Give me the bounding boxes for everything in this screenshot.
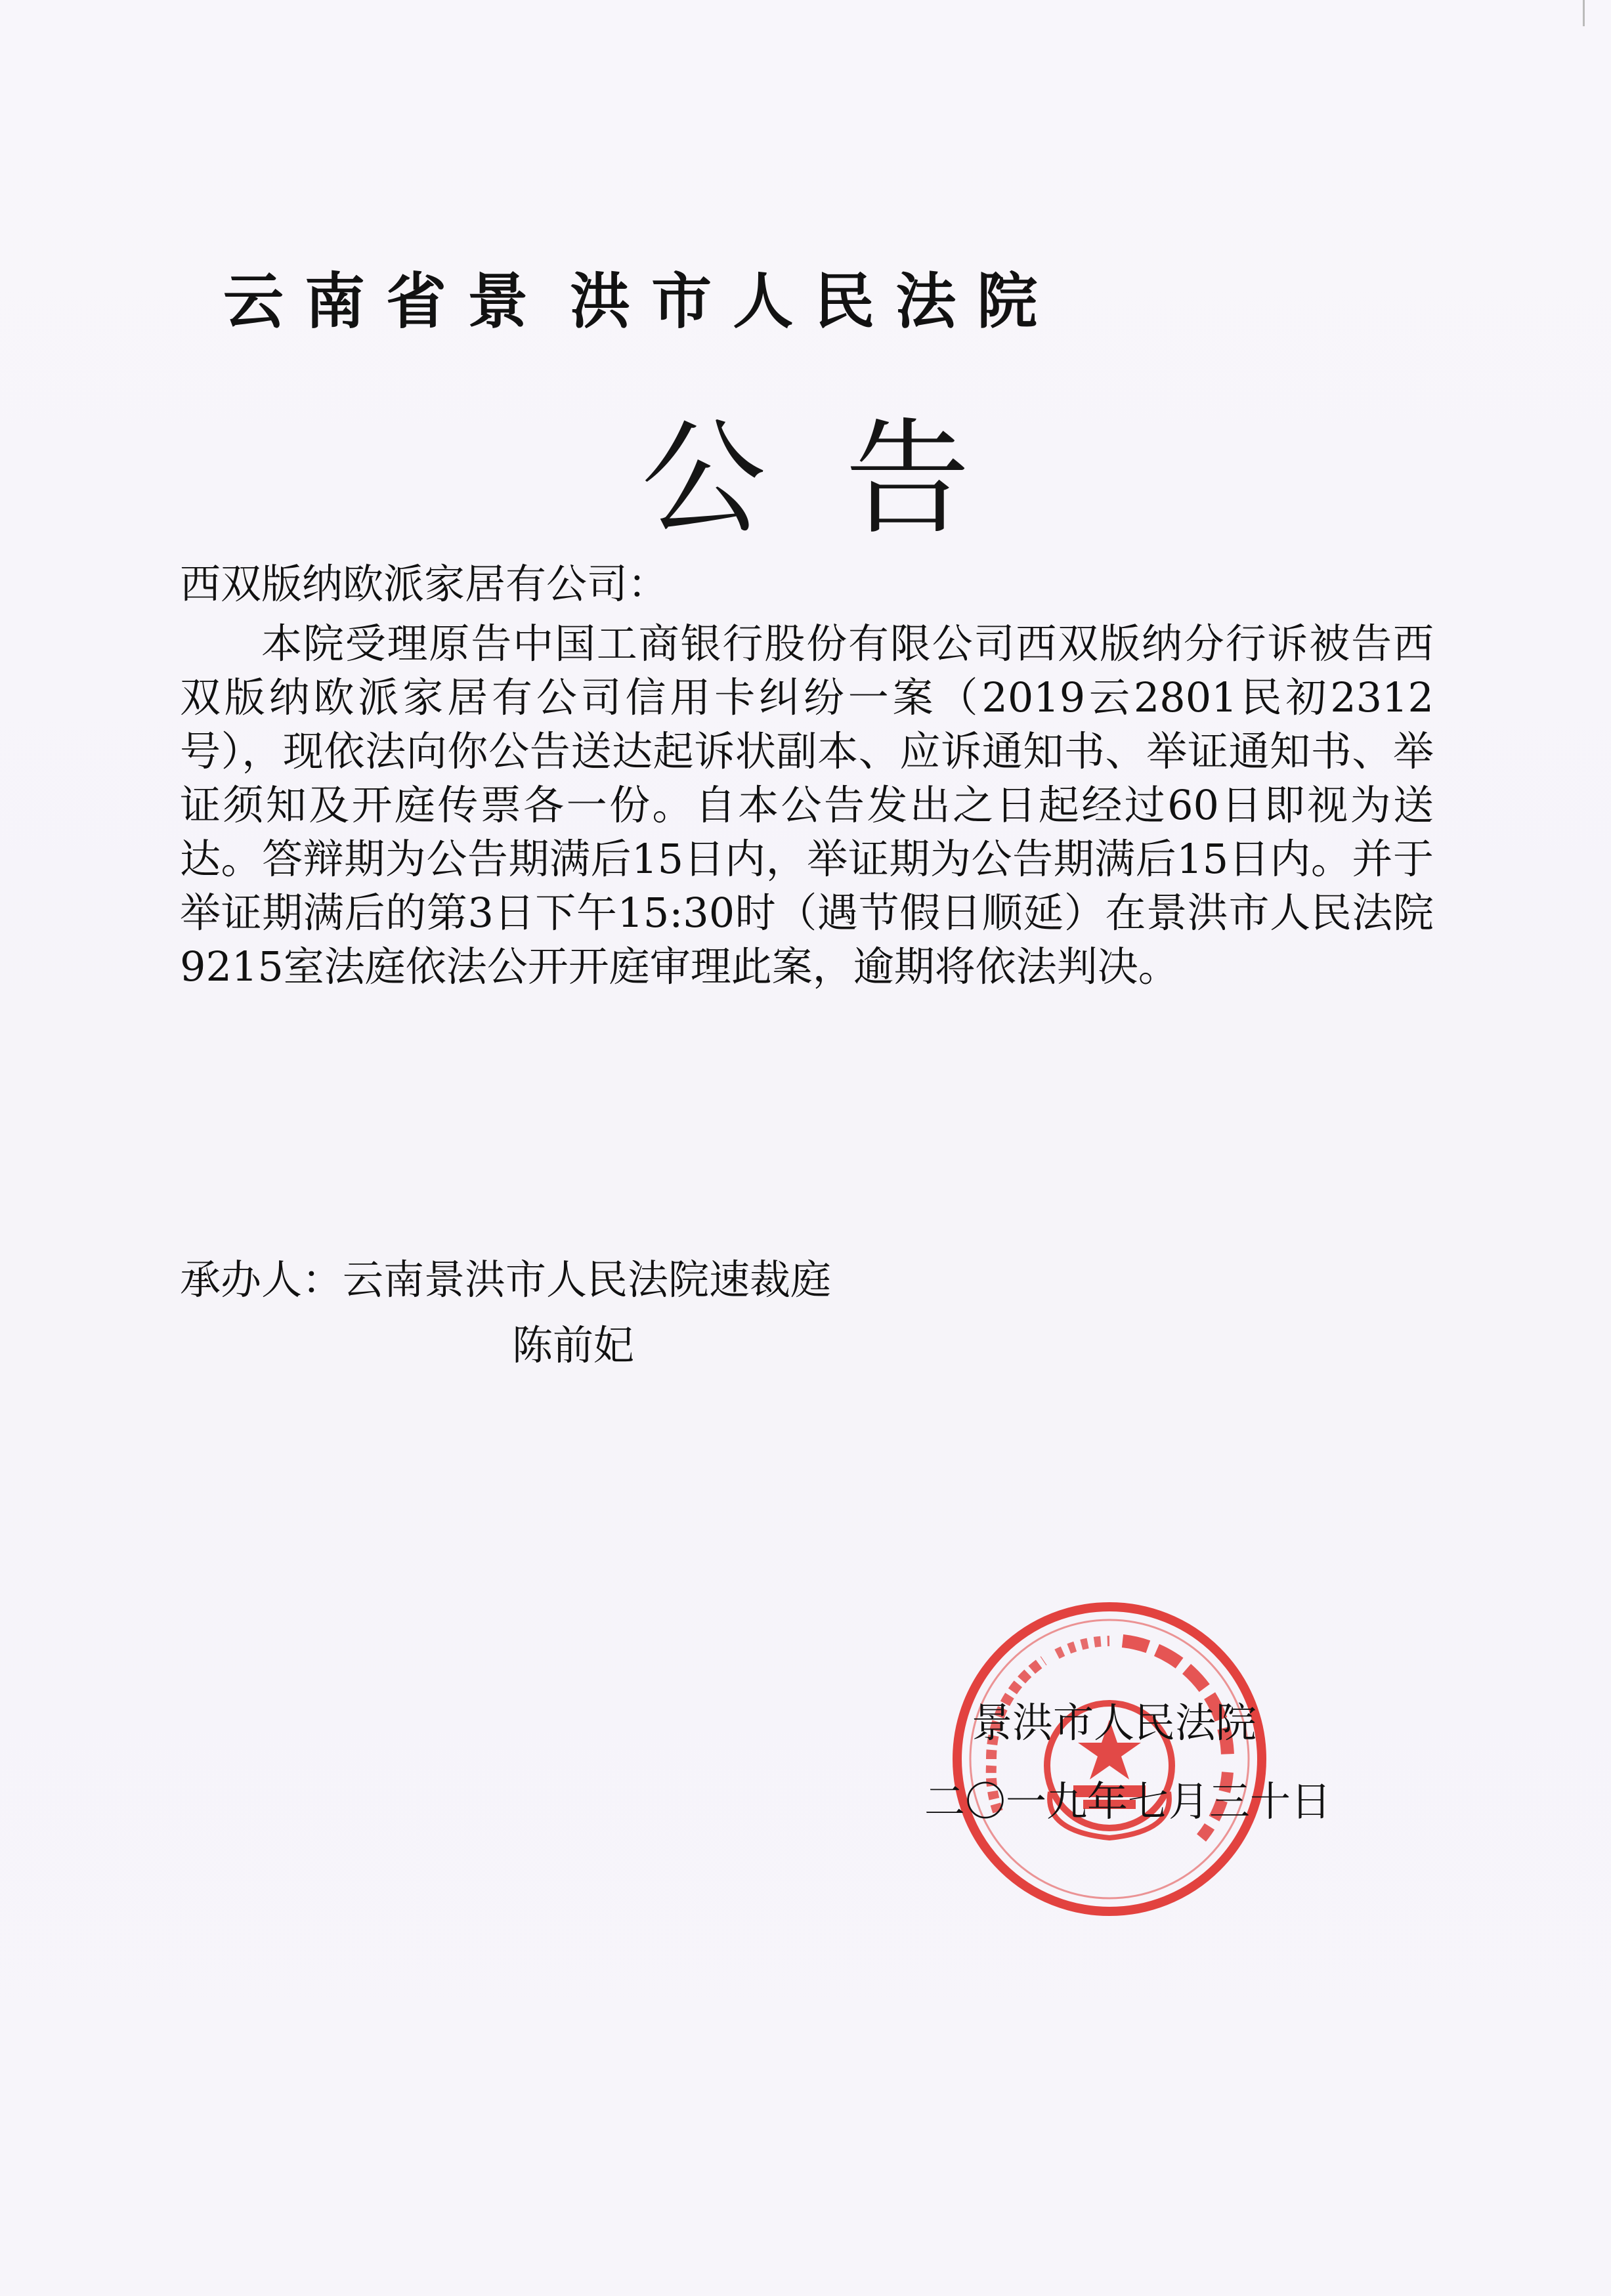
signature-court: 景洪市人民法院 xyxy=(972,1699,1257,1747)
scan-edge-mark xyxy=(1583,0,1585,26)
signature-date: 二〇一九年七月三十日 xyxy=(924,1777,1332,1825)
notice-body: 本院受理原告中国工商银行股份有限公司西双版纳分行诉被告西双版纳欧派家居有公司信用卡纠纷一案（2019云2801民初2312号），现依法向你公告送达起诉状副本、应诉通知书、举证通知书、举证须知及开庭传票各一份。自本公告发出之日起经过60日即视为送达。答辩期为公告期满后15日内，举证期为公告期满后15日内。并于举证期满后的第3日下午15:30时（遇节假日顺延）在景洪市人民法院9215室法庭依法公开开庭审理此案，逾期将依法判决。 xyxy=(180,620,1434,990)
court-name-heading: 云 南 省 景 洪 市 人 民 法 院 xyxy=(223,266,1038,337)
notice-title: 公 告 xyxy=(641,406,970,551)
handler-name: 陈前妃 xyxy=(512,1321,635,1369)
handler-line: 承办人：云南景洪市人民法院速裁庭 xyxy=(180,1256,832,1304)
recipient-line: 西双版纳欧派家居有公司： xyxy=(180,560,669,608)
court-seal-stamp xyxy=(945,1595,1274,1923)
